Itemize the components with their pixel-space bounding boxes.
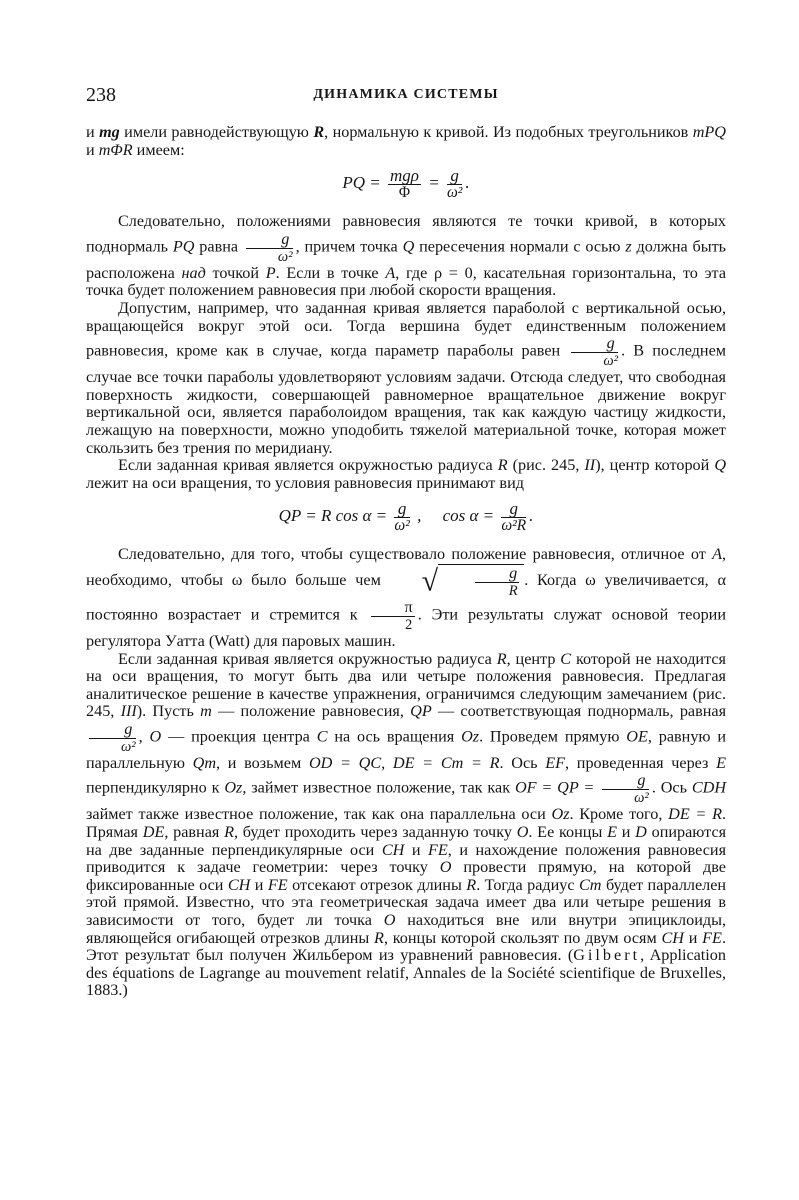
paragraph-4: Если заданная кривая является окружностью радиуса R (рис. 245, II), центр которой Q лежит на оси вращения, то условия равновесия принимают вид xyxy=(86,456,727,492)
page-body xyxy=(86,124,726,1000)
page-number: 238 xyxy=(86,84,116,106)
paragraph-2: Следовательно, положениями равновесия являются те точки кривой, в которых поднормаль PQ равна $\frac{g}{\text{ω²}}$ , причем точка Q пересечения нормали с осью z должна быть расположена над точкой P. Если в точке A, где ρ = 0, касательная горизонтальна, то эта точка будет положением равновесия при любой скорости вращения. xyxy=(86,212,727,300)
paragraph-3: Допустим, например, что заданная кривая является параболой с вертикальной осью, вращающейся вокруг этой оси. Тогда вершина будет единственным положением равновесия, кроме как в случае, когда параметр параболы равен $\frac{g}{\text{ω²}}$ . В последнем случае все точки параболы удовлетворяют условиям задачи. Отсюда следует, что свободная поверхность жидкости, совершающей равномерное вращательное движение вокруг вертикальной оси, является параболоидом вращения, так как каждую частицу жидкости, лежащую на поверхности, можно уподобить тяжелой материальной точке, которая может скользить без трения по меридиану. xyxy=(86,298,726,457)
running-title: ДИНАМИКА СИСТЕМЫ xyxy=(313,87,499,102)
paragraph-1: и mg имели равнодействующую R, нормальную к кривой. Из подобных треугольников mPQ и mΦR имеем: xyxy=(86,123,726,159)
equation-1: PQ = $\frac{\text{mgρ}}{\Phi}$ = $\frac{g}{\text{ω²}}$ . xyxy=(342,166,470,202)
paragraph-6: Если заданная кривая является окружностью радиуса R, центр C которой не находится на оси вращения, то могут быть два или четыре положения равновесия. Предлагая аналитическое решение в качестве упражнения, ограничимся следующим замечанием (рис. 245, III). Пусть m — положение равновесия, QP — соответствующая поднормаль, равная $\frac{g}{\text{ω²}}$ , O — проекция центра C на ось вращения Oz. Проведем прямую OE, равную и параллельную Qm, и возьмем OD = QC, DE = Cm = R. Ось EF, проведенная через E перпендикулярно к Oz, займет известное положение, так как OF = QP = $\frac{g}{\text{ω²}}$ . Ось CDH займет также известное положение, так как она параллельна оси Oz. Кроме того, DE = R. Прямая DE, равная R, будет проходить через заданную точку O. Ее концы E и D опираются на две заданные перпендикулярные оси CH и FE, и нахождение положения равновесия приводится к задаче геометрии: через точку O провести прямую, на которой две фиксированные оси CH и FE отсекают отрезок длины R. Тогда радиус Cm будет параллелен этой прямой. Известно, что эта геометрическая задача имеет два или четыре решения в зависимости от того, будет ли точка O находиться вне или внутри эпициклоиды, являющейся огибающей отрезков длины R, концы которой скользят по двум осям CH и FE. Этот результат был получен Жильбером из уравнений равновесия. (Gilbert, Application des équations de Lagrange au mouvement relatif, Annales de la Société scientifique de Bruxelles, 1883.) xyxy=(86,649,727,1000)
paragraph-5: Следовательно, для того, чтобы существовало положение равновесия, отличное от A, необходимо, чтобы ω было больше чем √ $\frac{g}{R}$ . Когда ω увеличивается, α постоянно возрастает и стремится к $\frac{\pi}{2}$ . Эти результаты служат основой теории регулятора Уатта (Watt) для паровых машин. xyxy=(86,545,727,650)
sqrt-g-over-r: √ $\frac{g}{R}$ xyxy=(390,564,525,599)
equation-2: QP = R cos α = $\frac{g}{\text{ω²}}$ , cos α = $\frac{g}{\text{ω²R}}$ . xyxy=(278,499,534,535)
page-header xyxy=(86,84,726,110)
